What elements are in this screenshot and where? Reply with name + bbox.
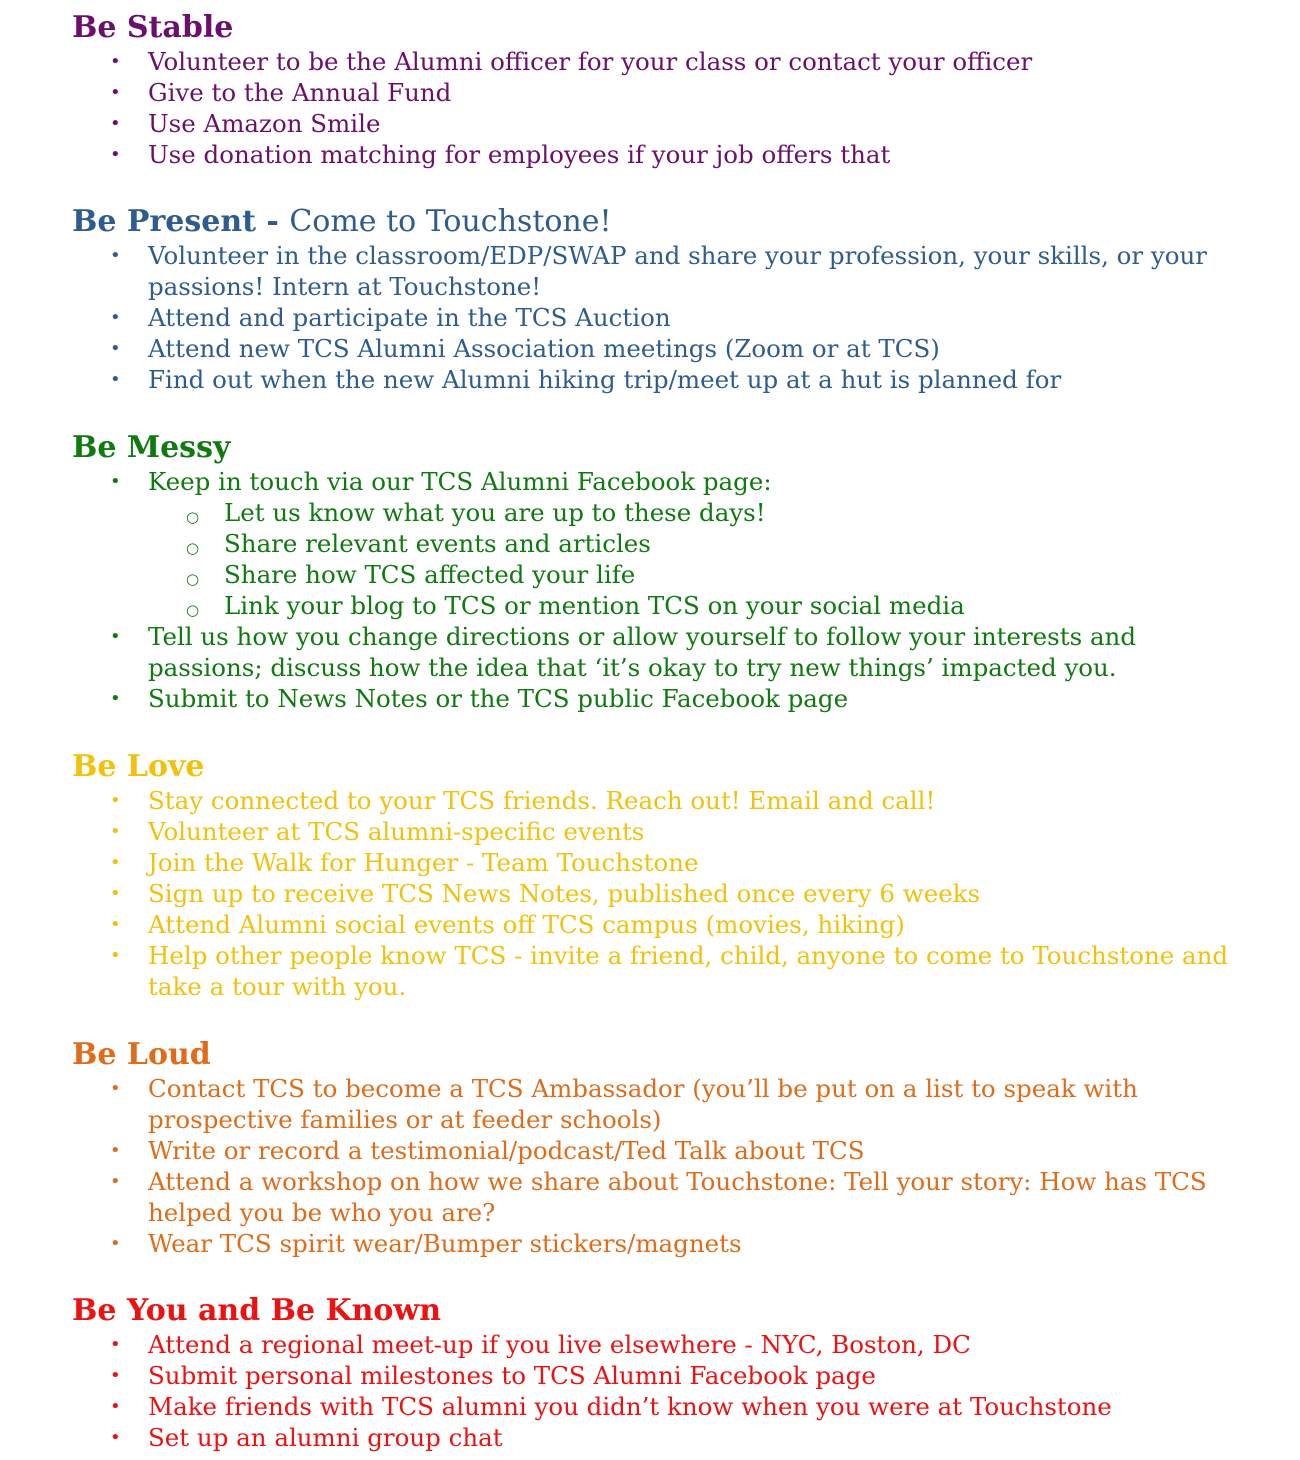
heading-text: Be Stable bbox=[72, 10, 234, 45]
section-heading bbox=[72, 430, 1272, 466]
item-text: Use Amazon Smile bbox=[148, 109, 381, 138]
bullet-list bbox=[72, 240, 1272, 395]
item-text: Share how TCS affected your life bbox=[224, 560, 636, 589]
section-heading bbox=[72, 10, 1272, 46]
heading-text: Be Messy bbox=[72, 430, 231, 465]
item-text: Attend a regional meet-up if you live elsewhere - NYC, Boston, DC bbox=[148, 1330, 971, 1359]
list-item bbox=[72, 621, 1248, 683]
item-text: Give to the Annual Fund bbox=[148, 78, 452, 107]
section-be-stable bbox=[72, 10, 1272, 170]
bullet-icon: • bbox=[110, 369, 121, 390]
list-item bbox=[72, 909, 1248, 940]
item-text: Volunteer to be the Alumni officer for your class or contact your officer bbox=[148, 47, 1033, 76]
item-text: Set up an alumni group chat bbox=[148, 1423, 503, 1452]
item-text: Volunteer at TCS alumni-specific events bbox=[148, 817, 645, 846]
bullet-icon: • bbox=[110, 51, 121, 72]
list-item bbox=[72, 878, 1248, 909]
item-text: Find out when the new Alumni hiking trip/meet up at a hut is planned for bbox=[148, 365, 1062, 394]
bullet-icon: • bbox=[110, 1396, 121, 1417]
bullet-icon: • bbox=[110, 790, 121, 811]
item-text: Let us know what you are up to these days! bbox=[224, 498, 766, 527]
heading-text: Be Love bbox=[72, 749, 205, 784]
circle-bullet-icon: ○ bbox=[186, 508, 200, 526]
list-item bbox=[72, 466, 1248, 621]
bullet-icon: • bbox=[110, 113, 121, 134]
bullet-icon: • bbox=[110, 1140, 121, 1161]
item-text: Attend new TCS Alumni Association meetings (Zoom or at TCS) bbox=[148, 334, 940, 363]
item-text: Share relevant events and articles bbox=[224, 529, 651, 558]
item-text: Attend and participate in the TCS Auction bbox=[148, 303, 671, 332]
item-text: Attend Alumni social events off TCS campus (movies, hiking) bbox=[148, 910, 905, 939]
bullet-icon: • bbox=[110, 1427, 121, 1448]
bullet-icon: • bbox=[110, 945, 121, 966]
list-item bbox=[72, 240, 1248, 302]
item-text: Wear TCS spirit wear/Bumper stickers/magnets bbox=[148, 1229, 742, 1258]
heading-text: Be You and Be Known bbox=[72, 1293, 442, 1328]
list-item bbox=[72, 77, 1248, 108]
list-item bbox=[72, 1422, 1248, 1453]
bullet-icon: • bbox=[110, 821, 121, 842]
sub-list-item bbox=[148, 590, 1248, 621]
item-text: Help other people know TCS - invite a friend, child, anyone to come to Touchstone and take a tour with you. bbox=[148, 941, 1229, 1001]
sub-list-item bbox=[148, 528, 1248, 559]
item-text: Keep in touch via our TCS Alumni Facebook page: bbox=[148, 467, 772, 496]
sub-list-item bbox=[148, 559, 1248, 590]
circle-bullet-icon: ○ bbox=[186, 539, 200, 557]
bullet-list bbox=[72, 466, 1272, 714]
item-text: Volunteer in the classroom/EDP/SWAP and share your profession, your skills, or your passions! Intern at Touchstone! bbox=[148, 241, 1207, 301]
list-item bbox=[72, 302, 1248, 333]
bullet-icon: • bbox=[110, 688, 121, 709]
list-item bbox=[72, 1391, 1248, 1422]
item-text: Submit to News Notes or the TCS public Facebook page bbox=[148, 684, 849, 713]
sub-bullet-list bbox=[148, 497, 1248, 621]
section-be-messy bbox=[72, 430, 1272, 714]
bullet-icon: • bbox=[110, 852, 121, 873]
list-item bbox=[72, 1166, 1248, 1228]
item-text: Join the Walk for Hunger - Team Touchstone bbox=[148, 848, 699, 877]
item-text: Contact TCS to become a TCS Ambassador (you’ll be put on a list to speak with prospective families or at feeder schools) bbox=[148, 1074, 1138, 1134]
item-text: Sign up to receive TCS News Notes, published once every 6 weeks bbox=[148, 879, 981, 908]
section-be-present bbox=[72, 204, 1272, 395]
item-text: Write or record a testimonial/podcast/Ted Talk about TCS bbox=[148, 1136, 865, 1165]
item-text: Submit personal milestones to TCS Alumni Facebook page bbox=[148, 1361, 876, 1390]
sub-list-item bbox=[148, 497, 1248, 528]
bullet-icon: • bbox=[110, 1078, 121, 1099]
item-text: Tell us how you change directions or allow yourself to follow your interests and passions; discuss how the idea that ‘it’s okay to try new things’ impacted you. bbox=[148, 622, 1137, 682]
list-item bbox=[72, 364, 1248, 395]
bullet-icon: • bbox=[110, 1171, 121, 1192]
item-text: Attend a workshop on how we share about Touchstone: Tell your story: How has TCS helped you be who you are? bbox=[148, 1167, 1207, 1227]
bullet-icon: • bbox=[110, 471, 121, 492]
bullet-list bbox=[72, 785, 1272, 1002]
item-text: Use donation matching for employees if your job offers that bbox=[148, 140, 891, 169]
list-item bbox=[72, 683, 1248, 714]
bullet-icon: • bbox=[110, 914, 121, 935]
list-item bbox=[72, 785, 1248, 816]
list-item bbox=[72, 816, 1248, 847]
item-text: Stay connected to your TCS friends. Reach out! Email and call! bbox=[148, 786, 936, 815]
list-item bbox=[72, 1135, 1248, 1166]
circle-bullet-icon: ○ bbox=[186, 570, 200, 588]
list-item bbox=[72, 1073, 1248, 1135]
section-be-loud bbox=[72, 1037, 1272, 1259]
section-heading bbox=[72, 749, 1272, 785]
section-heading bbox=[72, 1037, 1272, 1073]
bullet-icon: • bbox=[110, 144, 121, 165]
heading-text: Be Present - bbox=[72, 204, 290, 239]
circle-bullet-icon: ○ bbox=[186, 601, 200, 619]
list-item bbox=[72, 1360, 1248, 1391]
bullet-icon: • bbox=[110, 1233, 121, 1254]
list-item bbox=[72, 847, 1248, 878]
list-item bbox=[72, 333, 1248, 364]
section-be-you-and-be-known bbox=[72, 1293, 1272, 1453]
item-text: Link your blog to TCS or mention TCS on your social media bbox=[224, 591, 965, 620]
list-item bbox=[72, 46, 1248, 77]
list-item bbox=[72, 1329, 1248, 1360]
bullet-list bbox=[72, 1329, 1272, 1453]
list-item bbox=[72, 940, 1248, 1002]
heading-suffix-text: Come to Touchstone! bbox=[289, 204, 612, 239]
bullet-icon: • bbox=[110, 1365, 121, 1386]
bullet-icon: • bbox=[110, 307, 121, 328]
bullet-icon: • bbox=[110, 338, 121, 359]
list-item bbox=[72, 1228, 1248, 1259]
bullet-icon: • bbox=[110, 883, 121, 904]
list-item bbox=[72, 139, 1248, 170]
bullet-list bbox=[72, 46, 1272, 170]
list-item bbox=[72, 108, 1248, 139]
bullet-icon: • bbox=[110, 82, 121, 103]
bullet-list bbox=[72, 1073, 1272, 1259]
bullet-icon: • bbox=[110, 626, 121, 647]
section-heading bbox=[72, 1293, 1272, 1329]
section-heading bbox=[72, 204, 1272, 240]
heading-text: Be Loud bbox=[72, 1037, 211, 1072]
bullet-icon: • bbox=[110, 1334, 121, 1355]
item-text: Make friends with TCS alumni you didn’t know when you were at Touchstone bbox=[148, 1392, 1112, 1421]
section-be-love bbox=[72, 749, 1272, 1002]
bullet-icon: • bbox=[110, 245, 121, 266]
